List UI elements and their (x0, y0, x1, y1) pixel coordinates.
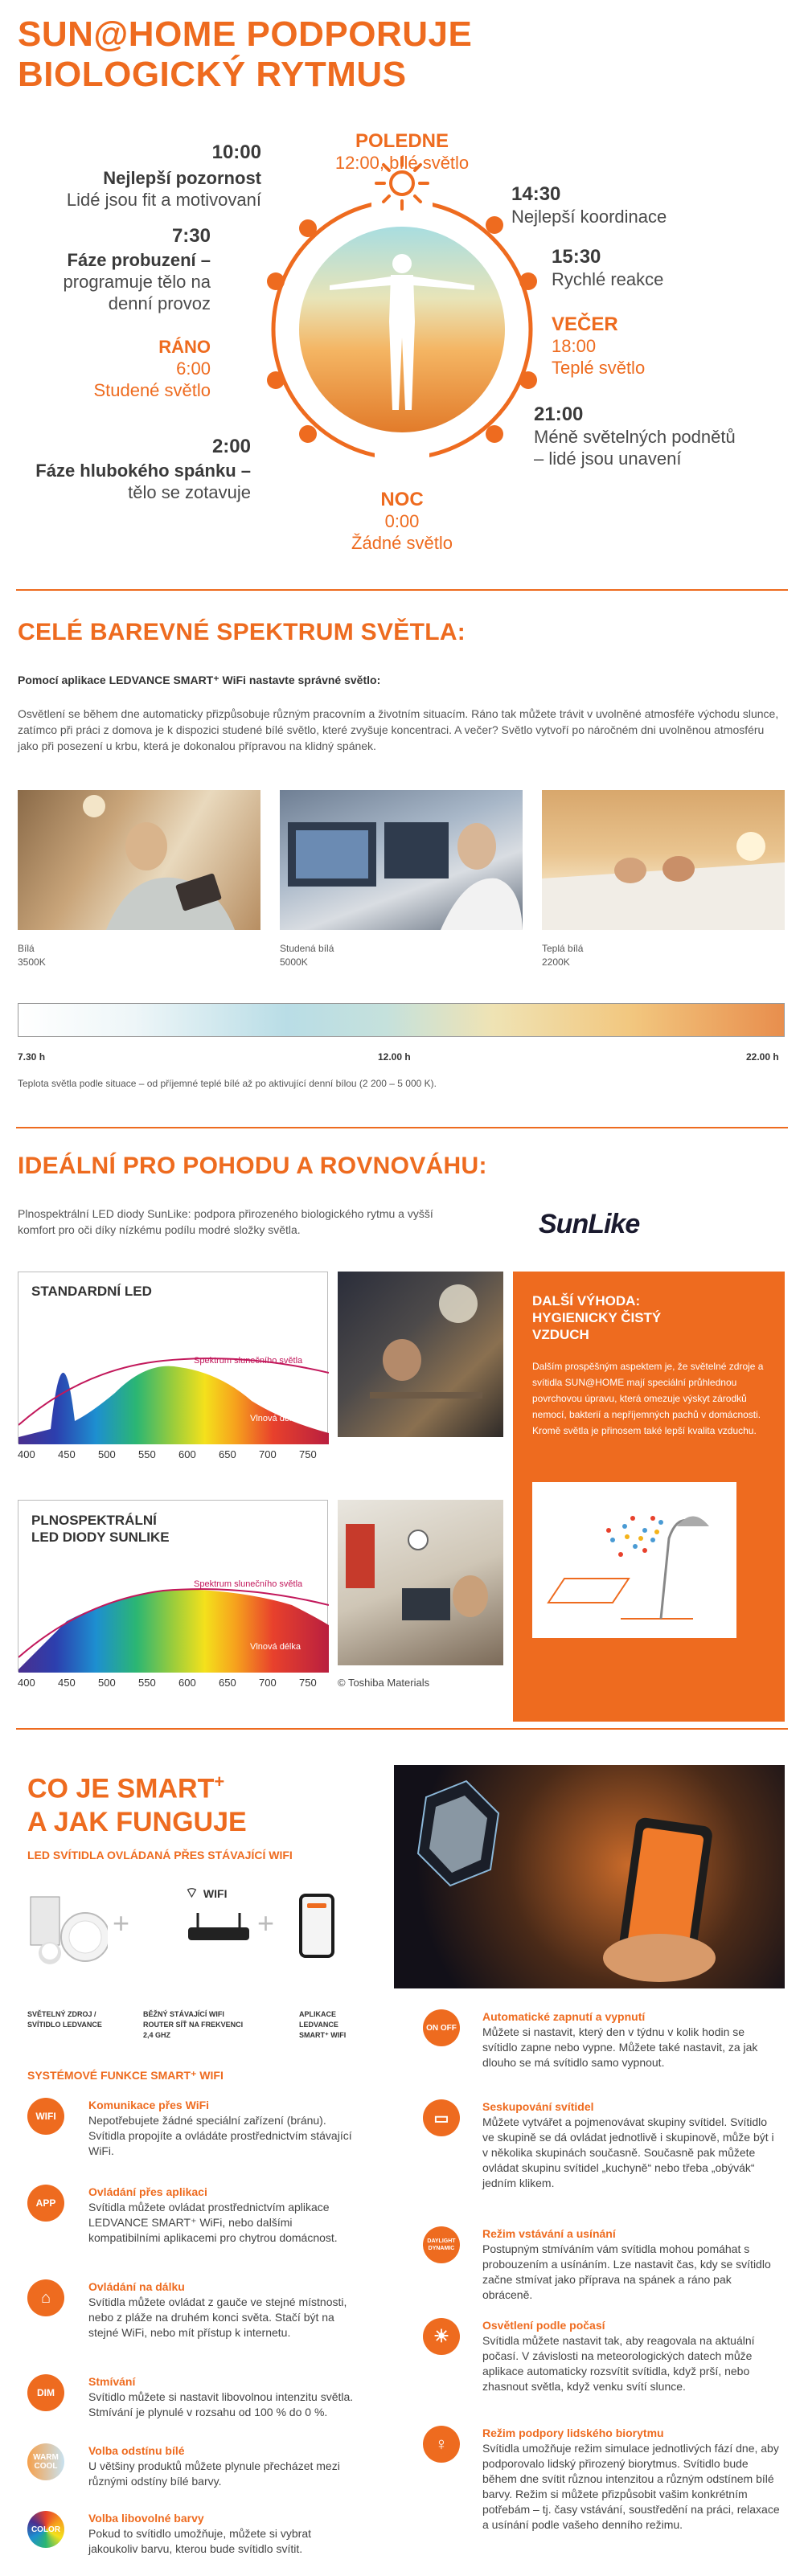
smart-heading-sup: + (214, 1771, 225, 1792)
axis-tick-label: 400 (18, 1448, 35, 1460)
color-temperature-bar (18, 1003, 785, 1037)
chart2-sun-label: Spektrum slunečního světla (194, 1579, 303, 1589)
time-0200-text: tělo se zotavuje (128, 482, 251, 502)
axis-tick-label: 750 (299, 1677, 317, 1689)
chart1-sun-label: Spektrum slunečního světla (194, 1356, 303, 1366)
smartphone-device (299, 1894, 334, 1958)
photo-standard-led-room (338, 1272, 503, 1437)
bar-label-end: 22.00 h (746, 1051, 779, 1063)
wifi-router-device (185, 1913, 252, 1949)
time-1000-time: 10:00 (211, 141, 261, 163)
morning-text: Studené světlo (93, 380, 211, 400)
chart1-wave-label: Vlnová délka (250, 1414, 301, 1423)
noon-title: POLEDNE (355, 130, 449, 152)
feature-app (88, 2185, 362, 2246)
photo-cold-white-light (280, 790, 523, 930)
time-0730-time: 7:30 (171, 225, 211, 247)
home-feature-icon: ⌂ (27, 2279, 64, 2316)
hygiene-text: Dalším prospěšným aspektem je, že světelné zdroje a svítidla SUN@HOME mají speciální průhlednou povrchovou úpravu, která omezuje výskyt zárodků nemocí, bakterií a nepříjemných pachů v domácnosti. Kromě světla je přinosem také lepší kvalita vzduchu. (532, 1361, 764, 1436)
time-0730-text2: denní provoz (108, 293, 211, 313)
time-2100-text2: – lidé jsou unavení (534, 448, 682, 469)
feature-wifi-text: Nepotřebujete žádné speciální zařízení (bránu). Svítidla propojíte a ovládáte prostřednictvím stávající WiFi. (88, 2114, 352, 2157)
hygiene-title (532, 1292, 661, 1343)
axis-tick-label: 600 (178, 1448, 196, 1460)
time-1000-title: Nejlepší pozornost (103, 168, 261, 188)
axis-tick-label: 750 (299, 1448, 317, 1460)
noon-label (257, 130, 547, 174)
feature-dimming (88, 2374, 362, 2420)
photo-caption-2 (280, 942, 334, 969)
feature-grouping-title: Seskupování svítidel (482, 2100, 594, 2113)
hygiene-title-line3: VZDUCH (532, 1327, 589, 1342)
axis-tick-label: 450 (58, 1448, 76, 1460)
group-feature-icon: ▭ (423, 2099, 460, 2136)
plus-icon-1: + (113, 1906, 130, 1939)
feature-color-title: Volba libovolné barvy (88, 2512, 204, 2525)
time-1430-time: 14:30 (511, 183, 561, 205)
chart2-wave-label: Vlnová délka (250, 1642, 301, 1652)
time-0730 (32, 225, 211, 314)
hygiene-title-line2: HYGIENICKY ČISTÝ (532, 1310, 662, 1325)
night-label (273, 489, 531, 554)
noon-text: 12:00, bílé světlo (334, 153, 470, 173)
daylight-feature-icon: DAYLIGHT DYNAMIC (423, 2226, 460, 2263)
white-tone-feature-icon: WARM COOL (27, 2443, 64, 2480)
time-2100 (534, 403, 791, 469)
feature-dimming-title: Stmívání (88, 2375, 136, 2388)
time-0730-text1: programuje tělo na (63, 272, 211, 292)
section-divider-2 (16, 1127, 788, 1128)
device-label-2: BĚŽNÝ STÁVAJÍCÍ WIFI ROUTER SÍŤ NA FREKVENCI 2,4 GHZ (143, 2010, 244, 2039)
photo-label-3: Teplá bílá (542, 943, 584, 954)
night-time: 0:00 (384, 511, 420, 531)
biorhythm-feature-icon: ♀ (423, 2426, 460, 2463)
dim-feature-icon: DIM (27, 2374, 64, 2411)
axis-tick-label: 650 (219, 1448, 236, 1460)
feature-wake-sleep-text: Postupným stmíváním vám svítidla mohou pomáhat s probouzením a usínáním. Lze nastavit čas, kdy se svítidlo začne stmívat jako příprava na spánek a ráno pak obráceně. (482, 2242, 771, 2301)
photo-kelvin-1: 3500K (18, 956, 46, 968)
feature-grouping-text: Můžete vytvářet a pojmenovávat skupiny svítidel. Svítidlo ve skupině se dá ovládat jednotlivě i skupinově, může být i v několika skupinách současně. Současně pak můžete ovládat skupinu svítidel „kuchyně“ nebo třeba „obývák“ jedním klikem. (482, 2115, 774, 2189)
feature-grouping (482, 2099, 780, 2191)
feature-wake-sleep (482, 2226, 780, 2303)
feature-app-title: Ovládání přes aplikaci (88, 2185, 207, 2198)
ideal-intro: Plnospektrální LED diody SunLike: podpora přirozeného biologického rytmu a vyšší komfort pro oči díky nízkému podílu modré složky světla. (18, 1207, 433, 1236)
hygiene-title-line1: DALŠÍ VÝHODA: (532, 1293, 641, 1308)
functions-heading: SYSTÉMOVÉ FUNKCE SMART⁺ WIFI (27, 2069, 224, 2082)
photo-sunlike-led-room (338, 1500, 503, 1665)
axis-tick-label: 550 (138, 1677, 156, 1689)
wifi-icon: ⌔ (185, 1885, 199, 1901)
sunlike-logo: SunLike (539, 1209, 640, 1239)
time-1000-text: Lidé jsou fit a motivovaní (66, 190, 261, 210)
morning-time: 6:00 (176, 358, 211, 379)
device-label-1: SVĚTELNÝ ZDROJ / SVÍTIDLO LEDVANCE (27, 2010, 102, 2029)
feature-white-tone (88, 2443, 362, 2489)
time-1000 (32, 141, 261, 211)
feature-biorhythm-text: Svítidla umožňuje režim simulace jednotlivých fází dne, aby podporovalo lidský přirozený biorytmus. Svítidlo bude během dne svítit různou intenzitou a různým odstínem bílé barvy. Režim si můžete přizpůsobit vašim konkrétním potřebám – tj. časy vstávání, soustředění na práci, relaxace a usínání podle vašeho denního režimu. (482, 2442, 780, 2531)
chart-standard-led (18, 1272, 328, 1444)
morning-label (32, 336, 211, 401)
ideal-heading: IDEÁLNÍ PRO POHODU A ROVNOVÁHU: (18, 1153, 487, 1179)
page-title-line1: SUN@HOME PODPORUJE (18, 14, 473, 54)
chart2-title-line2: LED DIODY SUNLIKE (31, 1530, 170, 1545)
smart-heading-line1: CO JE SMART (27, 1773, 215, 1804)
photo-kelvin-3: 2200K (542, 956, 570, 968)
morning-title: RÁNO (158, 337, 211, 357)
photo-smart-app (394, 1765, 785, 1988)
feature-remote (88, 2279, 362, 2341)
app-feature-icon: APP (27, 2185, 64, 2222)
photo-caption-1 (18, 942, 46, 969)
time-2100-text1: Méně světelných podnětů (534, 427, 736, 447)
feature-color-text: Pokud to svítidlo umožňuje, můžete si vybrat jakoukoliv barvu, kterou bude svítidlo svítit. (88, 2527, 312, 2555)
spectrum-body: Osvětlení se během dne automaticky přizpůsobuje různým pracovním a životním situacím. Ráno tak můžete trávit v uvolněné atmosféře východu slunce, zatímco při práci z domova je k dispozici studené bílé světlo, které zvyšuje koncentraci. A večer? Světlo vytvoří po náročném dni uvolněnou atmosféru jako při posezení u krbu, která je dokonalou přípravou na klidný spánek. (18, 707, 779, 752)
weather-feature-icon: ☀ (423, 2318, 460, 2355)
chart-sunlike-led (18, 1500, 328, 1672)
wifi-feature-icon: WIFI (27, 2098, 64, 2135)
axis-tick-label: 400 (18, 1677, 35, 1689)
chart2-title-line1: PLNOSPEKTRÁLNÍ (31, 1513, 157, 1528)
chart2-axis (18, 1677, 328, 1691)
time-1430-text: Nejlepší koordinace (511, 207, 667, 227)
smart-heading-line2: A JAK FUNGUJE (27, 1807, 247, 1838)
section-divider-3 (16, 1728, 788, 1730)
feature-weather-title: Osvětlení podle počasí (482, 2319, 605, 2332)
time-0730-title: Fáze probuzení – (67, 250, 211, 270)
time-1530-time: 15:30 (552, 246, 601, 268)
on-off-feature-icon: ON OFF (423, 2009, 460, 2046)
device-label-3: APLIKACE LEDVANCE SMART⁺ WIFI (299, 2010, 347, 2039)
smart-subheading: LED SVÍTIDLA OVLÁDANÁ PŘES STÁVAJÍCÍ WIFI (27, 1849, 293, 1861)
bar-label-start: 7.30 h (18, 1051, 46, 1063)
feature-biorhythm (482, 2426, 780, 2533)
hygiene-box (513, 1272, 785, 1722)
night-text: Žádné světlo (351, 533, 453, 553)
photo-white-light (18, 790, 260, 930)
page-title-line2: BIOLOGICKÝ RYTMUS (18, 55, 407, 94)
time-0200-time: 2:00 (211, 436, 251, 457)
feature-biorhythm-title: Režim podpory lidského biorytmu (482, 2427, 664, 2439)
feature-on-off-text: Můžete si nastavit, který den v týdnu v kolik hodin se svítidlo zapne nebo vypne. Můžete také nastavit, za jak dlouho se má svítidlo samo vypnout. (482, 2025, 758, 2069)
feature-color (88, 2511, 362, 2557)
feature-on-off (482, 2009, 780, 2070)
time-1530-text: Rychlé reakce (552, 269, 664, 289)
axis-tick-label: 500 (98, 1677, 116, 1689)
time-1430 (511, 183, 785, 227)
time-2100-time: 21:00 (534, 403, 584, 425)
feature-white-tone-title: Volba odstínu bílé (88, 2444, 185, 2457)
evening-time: 18:00 (552, 336, 597, 356)
time-0200-title: Fáze hlubokého spánku – (35, 461, 251, 481)
photo-caption-3 (542, 942, 583, 969)
feature-wifi-title: Komunikace přes WiFi (88, 2099, 210, 2111)
page-title (18, 14, 472, 95)
moon-icon (375, 438, 429, 486)
feature-app-text: Svítidla můžete ovládat prostřednictvím aplikace LEDVANCE SMART⁺ WiFi, nebo dalšími kompatibilními aplikacemi pro chytrou domácnost. (88, 2201, 338, 2244)
section-divider (16, 589, 788, 591)
axis-tick-label: 500 (98, 1448, 116, 1460)
wifi-label: ⌔ WIFI (185, 1885, 228, 1901)
spectrum-heading: CELÉ BAREVNÉ SPEKTRUM SVĚTLA: (18, 619, 466, 645)
evening-label (552, 313, 785, 379)
time-0200 (8, 436, 251, 503)
axis-tick-label: 650 (219, 1677, 236, 1689)
axis-tick-label: 700 (259, 1677, 277, 1689)
evening-title: VEČER (552, 313, 618, 335)
bar-label-mid: 12.00 h (378, 1051, 411, 1063)
feature-dimming-text: Svítidlo můžete si nastavit libovolnou intenzitu světla. Stmívání je plynulé v rozsahu od 100 % do 0 %. (88, 2390, 354, 2418)
feature-weather-text: Svítidla můžete nastavit tak, aby reagovala na aktuální počasí. V závislosti na meteorologických datech může aplikace automaticky rozsvítit svítidla, když prší, nebo zhasnout světla, když venku svítí slunce. (482, 2334, 755, 2393)
copyright: © Toshiba Materials (338, 1677, 430, 1689)
axis-tick-label: 550 (138, 1448, 156, 1460)
feature-remote-title: Ovládání na dálku (88, 2280, 185, 2293)
photo-warm-white-light (542, 790, 785, 930)
axis-tick-label: 600 (178, 1677, 196, 1689)
feature-remote-text: Svítidla můžete ovládat z gauče ve stejné místnosti, nebo z pláže na druhém konci světa. Stačí být na stejné WiFi, nebo mít přístup k internetu. (88, 2295, 347, 2339)
smart-heading (27, 1765, 247, 1839)
evening-text: Teplé světlo (552, 358, 646, 378)
feature-wake-sleep-title: Režim vstávání a usínání (482, 2227, 616, 2240)
feature-wifi (88, 2098, 362, 2159)
photo-label-2: Studená bílá (280, 943, 334, 954)
color-feature-icon: COLOR (27, 2511, 64, 2548)
time-1530 (552, 246, 793, 290)
axis-tick-label: 700 (259, 1448, 277, 1460)
chart1-axis (18, 1448, 328, 1463)
feature-weather (482, 2318, 780, 2394)
photo-label-1: Bílá (18, 943, 35, 954)
bar-caption: Teplota světla podle situace – od příjemné teplé bílé až po aktivující denní bílou (2 200 – 5 000 K). (18, 1078, 437, 1089)
feature-on-off-title: Automatické zapnutí a vypnutí (482, 2010, 646, 2023)
feature-white-tone-text: U většiny produktů můžete plynule přecházet mezi různými odstíny bílé barvy. (88, 2459, 340, 2488)
photo-kelvin-2: 5000K (280, 956, 308, 968)
smart-bulb-device (27, 1889, 108, 1977)
spectrum-lead: Pomocí aplikace LEDVANCE SMART⁺ WiFi nastavte správné světlo: (18, 674, 381, 686)
night-title: NOC (380, 489, 424, 510)
plus-icon-2: + (257, 1906, 275, 1939)
chart1-title: STANDARDNÍ LED (31, 1284, 152, 1299)
axis-tick-label: 450 (58, 1677, 76, 1689)
hygiene-illustration (532, 1482, 736, 1638)
